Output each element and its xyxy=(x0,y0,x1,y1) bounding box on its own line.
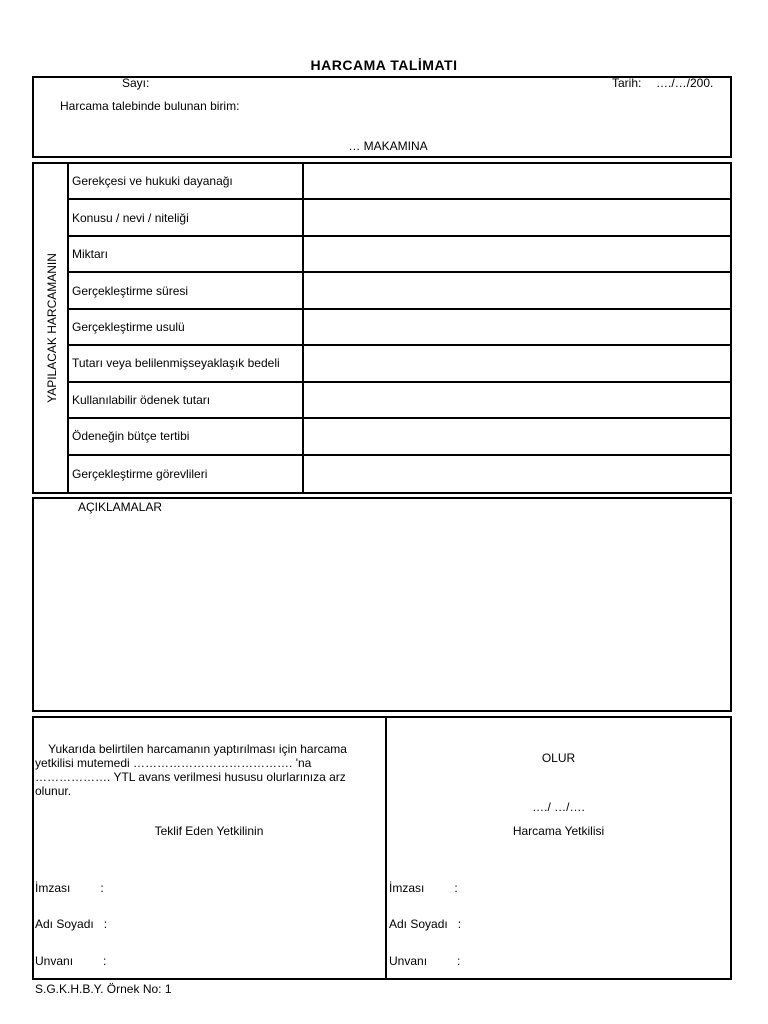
table-row xyxy=(68,456,730,492)
vertical-section-text: YAPILACAK HARCAMANIN xyxy=(45,253,59,403)
row-label: Kullanılabilir ödenek tutarı xyxy=(68,383,304,417)
aciklamalar-field[interactable] xyxy=(36,518,728,708)
row-label: Gerçekleştirme süresi xyxy=(68,273,304,307)
table-row xyxy=(68,164,730,200)
olur-date[interactable]: …./ …/…. xyxy=(532,800,585,814)
teklif-heading: Teklif Eden Yetkilinin xyxy=(154,824,264,838)
form-title: HARCAMA TALİMATI xyxy=(310,57,458,73)
row-value-field[interactable] xyxy=(304,200,730,234)
table-row xyxy=(68,310,730,346)
left-adi-soyadi-label: Adı Soyadı : xyxy=(35,917,108,931)
row-label: Konusu / nevi / niteliği xyxy=(68,200,304,234)
table-row xyxy=(68,419,730,455)
row-value-field[interactable] xyxy=(304,164,730,198)
row-value-field[interactable] xyxy=(304,346,730,380)
vertical-section-label xyxy=(36,164,68,492)
right-imzasi-label: İmzası : xyxy=(389,881,458,895)
row-label: Gerçekleştirme görevlileri xyxy=(68,456,304,492)
tarih-label: Tarih: xyxy=(612,76,642,90)
form-number: S.G.K.H.B.Y. Örnek No: 1 xyxy=(35,982,172,996)
row-label: Miktarı xyxy=(68,237,304,271)
details-table xyxy=(68,164,730,492)
right-adi-soyadi-label: Adı Soyadı : xyxy=(389,917,462,931)
paragraph-line: olunur. xyxy=(35,784,72,798)
aciklamalar-label: AÇIKLAMALAR xyxy=(78,500,163,514)
row-label: Tutarı veya belilenmişseyaklaşık bedeli xyxy=(68,346,304,380)
row-label: Gerekçesi ve hukuki dayanağı xyxy=(68,164,304,198)
sayi-label: Sayı: xyxy=(122,76,150,90)
row-value-field[interactable] xyxy=(304,456,730,492)
right-unvani-label: Unvanı : xyxy=(389,954,461,968)
paragraph-line: Yukarıda belirtilen harcamanın yaptırılması için harcama xyxy=(35,742,347,756)
row-value-field[interactable] xyxy=(304,310,730,344)
left-imzasi-label: İmzası : xyxy=(35,881,104,895)
request-paragraph xyxy=(35,742,379,798)
paragraph-line: ………………. YTL avans verilmesi hususu olurlarınıza arz xyxy=(35,770,346,784)
table-row xyxy=(68,200,730,236)
birim-label: Harcama talebinde bulunan birim: xyxy=(60,99,240,113)
makamina-text: … MAKAMINA xyxy=(348,139,428,153)
row-value-field[interactable] xyxy=(304,383,730,417)
olur-label: OLUR xyxy=(541,751,576,765)
row-value-field[interactable] xyxy=(304,419,730,453)
table-row xyxy=(68,383,730,419)
tarih-value[interactable]: …./…/200. xyxy=(656,76,714,90)
row-value-field[interactable] xyxy=(304,237,730,271)
table-row xyxy=(68,273,730,309)
row-label: Ödeneğin bütçe tertibi xyxy=(68,419,304,453)
paragraph-line: yetkilisi mutemedi …………………………………. 'na xyxy=(35,756,312,770)
left-unvani-label: Unvanı : xyxy=(35,954,107,968)
table-row xyxy=(68,346,730,382)
row-label: Gerçekleştirme usulü xyxy=(68,310,304,344)
harcama-yetkilisi-heading: Harcama Yetkilisi xyxy=(512,824,605,838)
row-value-field[interactable] xyxy=(304,273,730,307)
table-row xyxy=(68,237,730,273)
